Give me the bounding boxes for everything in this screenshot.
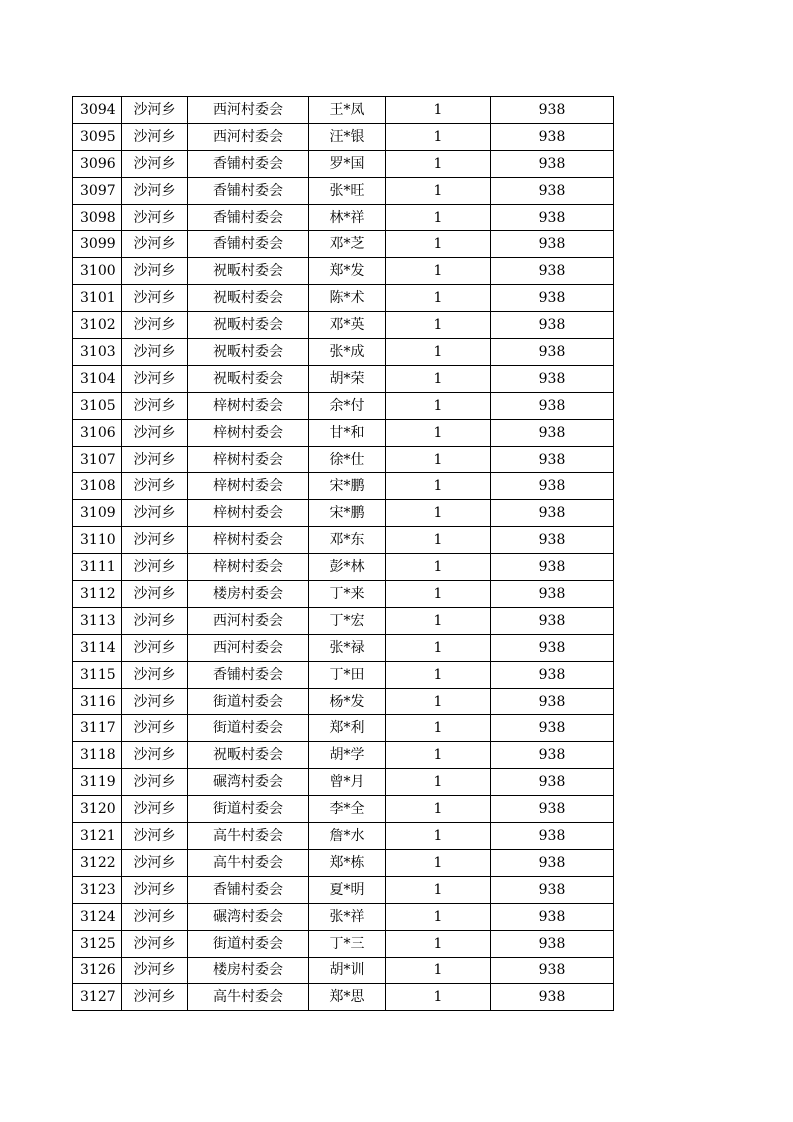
table-row xyxy=(73,285,614,312)
town-cell: 沙河乡 xyxy=(122,365,188,392)
village-committee-cell: 香铺村委会 xyxy=(188,150,309,177)
town-cell: 沙河乡 xyxy=(122,150,188,177)
amount-cell: 938 xyxy=(491,957,614,984)
town-cell: 沙河乡 xyxy=(122,742,188,769)
village-committee-cell: 楼房村委会 xyxy=(188,581,309,608)
quantity-cell: 1 xyxy=(386,312,491,339)
person-name-cell: 邓*东 xyxy=(309,527,386,554)
village-committee-cell: 梓树村委会 xyxy=(188,392,309,419)
village-committee-cell: 高牛村委会 xyxy=(188,849,309,876)
serial-number-cell: 3118 xyxy=(73,742,122,769)
person-name-cell: 郑*发 xyxy=(309,258,386,285)
village-committee-cell: 西河村委会 xyxy=(188,634,309,661)
person-name-cell: 胡*荣 xyxy=(309,365,386,392)
village-committee-cell: 香铺村委会 xyxy=(188,204,309,231)
town-cell: 沙河乡 xyxy=(122,769,188,796)
person-name-cell: 郑*栋 xyxy=(309,849,386,876)
serial-number-cell: 3114 xyxy=(73,634,122,661)
person-name-cell: 罗*国 xyxy=(309,150,386,177)
table-row xyxy=(73,231,614,258)
quantity-cell: 1 xyxy=(386,715,491,742)
amount-cell: 938 xyxy=(491,419,614,446)
amount-cell: 938 xyxy=(491,312,614,339)
serial-number-cell: 3102 xyxy=(73,312,122,339)
person-name-cell: 甘*和 xyxy=(309,419,386,446)
town-cell: 沙河乡 xyxy=(122,930,188,957)
village-committee-cell: 街道村委会 xyxy=(188,715,309,742)
town-cell: 沙河乡 xyxy=(122,715,188,742)
serial-number-cell: 3115 xyxy=(73,661,122,688)
quantity-cell: 1 xyxy=(386,769,491,796)
table-row xyxy=(73,823,614,850)
village-committee-cell: 祝畈村委会 xyxy=(188,312,309,339)
table-row xyxy=(73,688,614,715)
village-committee-cell: 祝畈村委会 xyxy=(188,365,309,392)
serial-number-cell: 3125 xyxy=(73,930,122,957)
town-cell: 沙河乡 xyxy=(122,446,188,473)
town-cell: 沙河乡 xyxy=(122,607,188,634)
table-row xyxy=(73,715,614,742)
quantity-cell: 1 xyxy=(386,876,491,903)
serial-number-cell: 3097 xyxy=(73,177,122,204)
quantity-cell: 1 xyxy=(386,177,491,204)
quantity-cell: 1 xyxy=(386,554,491,581)
amount-cell: 938 xyxy=(491,473,614,500)
village-committee-cell: 街道村委会 xyxy=(188,688,309,715)
quantity-cell: 1 xyxy=(386,231,491,258)
amount-cell: 938 xyxy=(491,742,614,769)
person-name-cell: 李*全 xyxy=(309,796,386,823)
table-row xyxy=(73,554,614,581)
serial-number-cell: 3123 xyxy=(73,876,122,903)
amount-cell: 938 xyxy=(491,446,614,473)
serial-number-cell: 3109 xyxy=(73,500,122,527)
serial-number-cell: 3105 xyxy=(73,392,122,419)
village-committee-cell: 梓树村委会 xyxy=(188,419,309,446)
serial-number-cell: 3099 xyxy=(73,231,122,258)
person-name-cell: 彭*林 xyxy=(309,554,386,581)
table-row xyxy=(73,312,614,339)
table-row xyxy=(73,97,614,124)
town-cell: 沙河乡 xyxy=(122,419,188,446)
amount-cell: 938 xyxy=(491,823,614,850)
quantity-cell: 1 xyxy=(386,339,491,366)
amount-cell: 938 xyxy=(491,554,614,581)
amount-cell: 938 xyxy=(491,607,614,634)
person-name-cell: 宋*鹏 xyxy=(309,473,386,500)
table-row xyxy=(73,500,614,527)
amount-cell: 938 xyxy=(491,177,614,204)
town-cell: 沙河乡 xyxy=(122,554,188,581)
town-cell: 沙河乡 xyxy=(122,796,188,823)
amount-cell: 938 xyxy=(491,258,614,285)
village-committee-cell: 梓树村委会 xyxy=(188,500,309,527)
village-committee-cell: 梓树村委会 xyxy=(188,446,309,473)
serial-number-cell: 3119 xyxy=(73,769,122,796)
town-cell: 沙河乡 xyxy=(122,581,188,608)
town-cell: 沙河乡 xyxy=(122,285,188,312)
town-cell: 沙河乡 xyxy=(122,849,188,876)
serial-number-cell: 3103 xyxy=(73,339,122,366)
table-row xyxy=(73,661,614,688)
village-committee-cell: 香铺村委会 xyxy=(188,661,309,688)
person-name-cell: 郑*利 xyxy=(309,715,386,742)
town-cell: 沙河乡 xyxy=(122,984,188,1011)
town-cell: 沙河乡 xyxy=(122,97,188,124)
serial-number-cell: 3100 xyxy=(73,258,122,285)
village-committee-cell: 西河村委会 xyxy=(188,97,309,124)
amount-cell: 938 xyxy=(491,984,614,1011)
quantity-cell: 1 xyxy=(386,392,491,419)
quantity-cell: 1 xyxy=(386,903,491,930)
town-cell: 沙河乡 xyxy=(122,339,188,366)
serial-number-cell: 3112 xyxy=(73,581,122,608)
town-cell: 沙河乡 xyxy=(122,634,188,661)
person-name-cell: 宋*鹏 xyxy=(309,500,386,527)
amount-cell: 938 xyxy=(491,769,614,796)
amount-cell: 938 xyxy=(491,796,614,823)
table-row xyxy=(73,339,614,366)
person-name-cell: 汪*银 xyxy=(309,123,386,150)
town-cell: 沙河乡 xyxy=(122,823,188,850)
quantity-cell: 1 xyxy=(386,365,491,392)
village-committee-cell: 高牛村委会 xyxy=(188,823,309,850)
person-name-cell: 林*祥 xyxy=(309,204,386,231)
table-row xyxy=(73,258,614,285)
town-cell: 沙河乡 xyxy=(122,204,188,231)
table-row xyxy=(73,849,614,876)
village-committee-cell: 祝畈村委会 xyxy=(188,339,309,366)
village-committee-cell: 街道村委会 xyxy=(188,796,309,823)
quantity-cell: 1 xyxy=(386,204,491,231)
person-name-cell: 詹*水 xyxy=(309,823,386,850)
quantity-cell: 1 xyxy=(386,581,491,608)
table-row xyxy=(73,527,614,554)
serial-number-cell: 3104 xyxy=(73,365,122,392)
quantity-cell: 1 xyxy=(386,150,491,177)
town-cell: 沙河乡 xyxy=(122,312,188,339)
person-name-cell: 张*禄 xyxy=(309,634,386,661)
amount-cell: 938 xyxy=(491,876,614,903)
serial-number-cell: 3121 xyxy=(73,823,122,850)
table-row xyxy=(73,903,614,930)
amount-cell: 938 xyxy=(491,150,614,177)
person-name-cell: 张*祥 xyxy=(309,903,386,930)
amount-cell: 938 xyxy=(491,339,614,366)
table-row xyxy=(73,957,614,984)
serial-number-cell: 3113 xyxy=(73,607,122,634)
table-row xyxy=(73,177,614,204)
table-row xyxy=(73,634,614,661)
person-name-cell: 丁*宏 xyxy=(309,607,386,634)
amount-cell: 938 xyxy=(491,634,614,661)
serial-number-cell: 3107 xyxy=(73,446,122,473)
town-cell: 沙河乡 xyxy=(122,258,188,285)
quantity-cell: 1 xyxy=(386,634,491,661)
village-committee-cell: 祝畈村委会 xyxy=(188,742,309,769)
village-committee-cell: 香铺村委会 xyxy=(188,231,309,258)
person-name-cell: 余*付 xyxy=(309,392,386,419)
village-committee-cell: 梓树村委会 xyxy=(188,554,309,581)
amount-cell: 938 xyxy=(491,204,614,231)
village-committee-cell: 街道村委会 xyxy=(188,930,309,957)
quantity-cell: 1 xyxy=(386,97,491,124)
table-row xyxy=(73,392,614,419)
village-committee-cell: 香铺村委会 xyxy=(188,876,309,903)
serial-number-cell: 3120 xyxy=(73,796,122,823)
table-row xyxy=(73,123,614,150)
quantity-cell: 1 xyxy=(386,446,491,473)
table-row xyxy=(73,984,614,1011)
quantity-cell: 1 xyxy=(386,500,491,527)
table-row xyxy=(73,876,614,903)
quantity-cell: 1 xyxy=(386,742,491,769)
amount-cell: 938 xyxy=(491,231,614,258)
person-name-cell: 胡*训 xyxy=(309,957,386,984)
person-name-cell: 夏*明 xyxy=(309,876,386,903)
town-cell: 沙河乡 xyxy=(122,903,188,930)
amount-cell: 938 xyxy=(491,715,614,742)
serial-number-cell: 3106 xyxy=(73,419,122,446)
quantity-cell: 1 xyxy=(386,957,491,984)
person-name-cell: 徐*仕 xyxy=(309,446,386,473)
serial-number-cell: 3127 xyxy=(73,984,122,1011)
table-body xyxy=(73,97,614,1011)
roster-table xyxy=(72,96,614,1011)
town-cell: 沙河乡 xyxy=(122,688,188,715)
person-name-cell: 丁*来 xyxy=(309,581,386,608)
town-cell: 沙河乡 xyxy=(122,473,188,500)
table-row xyxy=(73,796,614,823)
serial-number-cell: 3101 xyxy=(73,285,122,312)
quantity-cell: 1 xyxy=(386,419,491,446)
quantity-cell: 1 xyxy=(386,930,491,957)
village-committee-cell: 碾湾村委会 xyxy=(188,769,309,796)
village-committee-cell: 香铺村委会 xyxy=(188,177,309,204)
amount-cell: 938 xyxy=(491,365,614,392)
village-committee-cell: 碾湾村委会 xyxy=(188,903,309,930)
town-cell: 沙河乡 xyxy=(122,957,188,984)
serial-number-cell: 3098 xyxy=(73,204,122,231)
amount-cell: 938 xyxy=(491,903,614,930)
serial-number-cell: 3096 xyxy=(73,150,122,177)
table-row xyxy=(73,150,614,177)
amount-cell: 938 xyxy=(491,500,614,527)
town-cell: 沙河乡 xyxy=(122,392,188,419)
village-committee-cell: 西河村委会 xyxy=(188,607,309,634)
table-row xyxy=(73,204,614,231)
village-committee-cell: 祝畈村委会 xyxy=(188,258,309,285)
person-name-cell: 杨*发 xyxy=(309,688,386,715)
town-cell: 沙河乡 xyxy=(122,661,188,688)
amount-cell: 938 xyxy=(491,123,614,150)
amount-cell: 938 xyxy=(491,285,614,312)
amount-cell: 938 xyxy=(491,849,614,876)
table-row xyxy=(73,769,614,796)
quantity-cell: 1 xyxy=(386,823,491,850)
quantity-cell: 1 xyxy=(386,473,491,500)
table-row xyxy=(73,930,614,957)
quantity-cell: 1 xyxy=(386,661,491,688)
village-committee-cell: 梓树村委会 xyxy=(188,527,309,554)
table-row xyxy=(73,473,614,500)
town-cell: 沙河乡 xyxy=(122,876,188,903)
quantity-cell: 1 xyxy=(386,607,491,634)
person-name-cell: 胡*学 xyxy=(309,742,386,769)
serial-number-cell: 3094 xyxy=(73,97,122,124)
table-row xyxy=(73,581,614,608)
table-row xyxy=(73,607,614,634)
serial-number-cell: 3108 xyxy=(73,473,122,500)
town-cell: 沙河乡 xyxy=(122,500,188,527)
village-committee-cell: 西河村委会 xyxy=(188,123,309,150)
village-committee-cell: 祝畈村委会 xyxy=(188,285,309,312)
person-name-cell: 王*凤 xyxy=(309,97,386,124)
serial-number-cell: 3111 xyxy=(73,554,122,581)
person-name-cell: 郑*思 xyxy=(309,984,386,1011)
person-name-cell: 张*旺 xyxy=(309,177,386,204)
person-name-cell: 邓*芝 xyxy=(309,231,386,258)
table-row xyxy=(73,446,614,473)
amount-cell: 938 xyxy=(491,930,614,957)
serial-number-cell: 3126 xyxy=(73,957,122,984)
person-name-cell: 张*成 xyxy=(309,339,386,366)
village-committee-cell: 楼房村委会 xyxy=(188,957,309,984)
village-committee-cell: 高牛村委会 xyxy=(188,984,309,1011)
amount-cell: 938 xyxy=(491,392,614,419)
serial-number-cell: 3124 xyxy=(73,903,122,930)
quantity-cell: 1 xyxy=(386,258,491,285)
serial-number-cell: 3095 xyxy=(73,123,122,150)
person-name-cell: 丁*田 xyxy=(309,661,386,688)
quantity-cell: 1 xyxy=(386,123,491,150)
amount-cell: 938 xyxy=(491,688,614,715)
quantity-cell: 1 xyxy=(386,527,491,554)
serial-number-cell: 3116 xyxy=(73,688,122,715)
town-cell: 沙河乡 xyxy=(122,527,188,554)
town-cell: 沙河乡 xyxy=(122,177,188,204)
person-name-cell: 丁*三 xyxy=(309,930,386,957)
serial-number-cell: 3122 xyxy=(73,849,122,876)
amount-cell: 938 xyxy=(491,527,614,554)
table-row xyxy=(73,419,614,446)
quantity-cell: 1 xyxy=(386,796,491,823)
amount-cell: 938 xyxy=(491,661,614,688)
quantity-cell: 1 xyxy=(386,285,491,312)
quantity-cell: 1 xyxy=(386,984,491,1011)
town-cell: 沙河乡 xyxy=(122,231,188,258)
amount-cell: 938 xyxy=(491,581,614,608)
table-row xyxy=(73,742,614,769)
serial-number-cell: 3117 xyxy=(73,715,122,742)
amount-cell: 938 xyxy=(491,97,614,124)
village-committee-cell: 梓树村委会 xyxy=(188,473,309,500)
quantity-cell: 1 xyxy=(386,688,491,715)
serial-number-cell: 3110 xyxy=(73,527,122,554)
person-name-cell: 曾*月 xyxy=(309,769,386,796)
table-row xyxy=(73,365,614,392)
town-cell: 沙河乡 xyxy=(122,123,188,150)
person-name-cell: 陈*术 xyxy=(309,285,386,312)
quantity-cell: 1 xyxy=(386,849,491,876)
person-name-cell: 邓*英 xyxy=(309,312,386,339)
